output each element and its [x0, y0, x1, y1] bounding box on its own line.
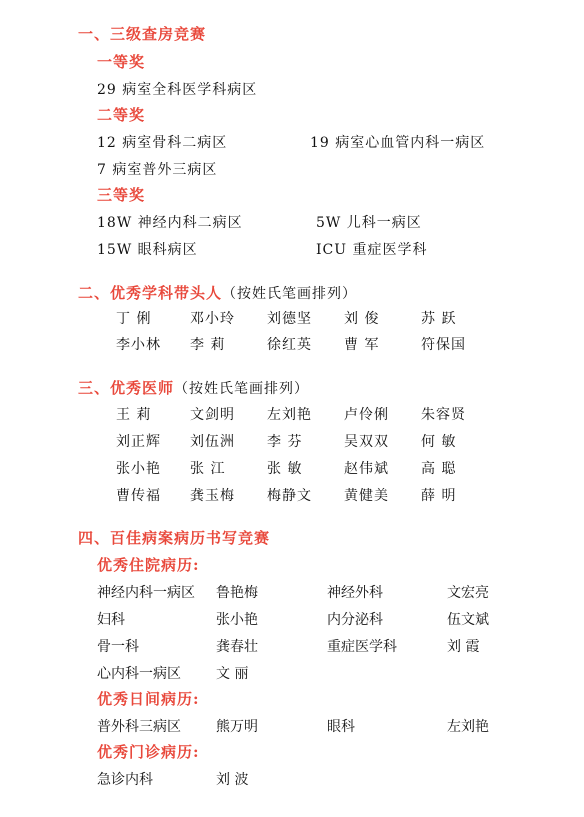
leader-name: 曹 军 — [344, 337, 380, 353]
section-3-title-text: 三、优秀医师 — [78, 379, 175, 397]
section-3-title — [78, 377, 309, 398]
first-prize-label: 一等奖 — [97, 53, 146, 71]
daytime-label: 优秀日间病历: — [97, 690, 200, 708]
leader-name: 符保国 — [421, 337, 466, 353]
doctor-name: 赵伟斌 — [344, 461, 389, 477]
record-person: 文 丽 — [216, 666, 249, 682]
outpatient-label: 优秀门诊病历: — [97, 743, 200, 761]
third-prize-label: 三等奖 — [97, 186, 146, 204]
record-dept: 神经内科一病区 — [97, 585, 195, 601]
third-prize-item: 5W 儿科一病区 — [316, 215, 422, 231]
doctor-name: 刘伍洲 — [190, 434, 235, 450]
second-prize-label: 二等奖 — [97, 106, 146, 124]
doctor-name: 文剑明 — [190, 407, 235, 423]
record-dept: 重症医学科 — [327, 639, 397, 655]
record-person: 鲁艳梅 — [216, 585, 258, 601]
third-prize-item: 18W 神经内科二病区 — [97, 215, 243, 231]
record-person: 伍文斌 — [447, 612, 489, 628]
record-dept: 急诊内科 — [97, 772, 153, 788]
record-person: 熊万明 — [216, 719, 258, 735]
record-dept: 骨一科 — [97, 639, 139, 655]
doctor-name: 李 芬 — [267, 434, 303, 450]
record-person: 龚春壮 — [216, 639, 258, 655]
doctor-name: 曹传福 — [116, 488, 161, 504]
doctor-name: 张 江 — [190, 461, 226, 477]
doctor-name: 梅静文 — [267, 488, 312, 504]
doctor-name: 张小艳 — [116, 461, 161, 477]
record-dept: 妇科 — [97, 612, 125, 628]
third-prize-item: ICU 重症医学科 — [316, 242, 428, 258]
second-prize-item: 12 病室骨科二病区 — [97, 135, 228, 151]
section-2-note: （按姓氏笔画排列） — [222, 286, 358, 302]
second-prize-item: 19 病室心血管内科一病区 — [310, 135, 486, 151]
leader-name: 苏 跃 — [421, 311, 457, 327]
leader-name: 徐红英 — [267, 337, 312, 353]
doctor-name: 何 敏 — [421, 434, 457, 450]
record-person: 张小艳 — [216, 612, 258, 628]
doctor-name: 卢伶俐 — [344, 407, 389, 423]
section-1-title: 一、三级查房竞赛 — [78, 25, 207, 43]
section-2-title-text: 二、优秀学科带头人 — [78, 284, 223, 302]
record-dept: 眼科 — [327, 719, 355, 735]
section-2-title — [78, 282, 357, 303]
section-4-title: 四、百佳病案病历书写竞赛 — [78, 529, 271, 547]
doctor-name: 龚玉梅 — [190, 488, 235, 504]
record-person: 左刘艳 — [447, 719, 489, 735]
leader-name: 刘德坚 — [267, 311, 312, 327]
record-person: 刘 霞 — [447, 639, 480, 655]
doctor-name: 王 莉 — [116, 407, 152, 423]
leader-name: 刘 俊 — [344, 311, 380, 327]
doctor-name: 黄健美 — [344, 488, 389, 504]
doctor-name: 薛 明 — [421, 488, 457, 504]
record-dept: 普外科三病区 — [97, 719, 181, 735]
leader-name: 李小林 — [116, 337, 161, 353]
record-dept: 心内科一病区 — [97, 666, 181, 682]
doctor-name: 吴双双 — [344, 434, 389, 450]
second-prize-item: 7 病室普外三病区 — [97, 162, 218, 178]
first-prize-item: 29 病室全科医学科病区 — [97, 82, 258, 98]
doctor-name: 朱容贤 — [421, 407, 466, 423]
record-dept: 神经外科 — [327, 585, 383, 601]
doctor-name: 左刘艳 — [267, 407, 312, 423]
leader-name: 邓小玲 — [190, 311, 235, 327]
doctor-name: 高 聪 — [421, 461, 457, 477]
inpatient-label: 优秀住院病历: — [97, 556, 200, 574]
doctor-name: 张 敏 — [267, 461, 303, 477]
leader-name: 丁 俐 — [116, 311, 152, 327]
section-3-note: （按姓氏笔画排列） — [174, 381, 310, 397]
record-person: 刘 波 — [216, 772, 249, 788]
record-person: 文宏亮 — [447, 585, 489, 601]
record-dept: 内分泌科 — [327, 612, 383, 628]
doctor-name: 刘正辉 — [116, 434, 161, 450]
third-prize-item: 15W 眼科病区 — [97, 242, 198, 258]
leader-name: 李 莉 — [190, 337, 226, 353]
